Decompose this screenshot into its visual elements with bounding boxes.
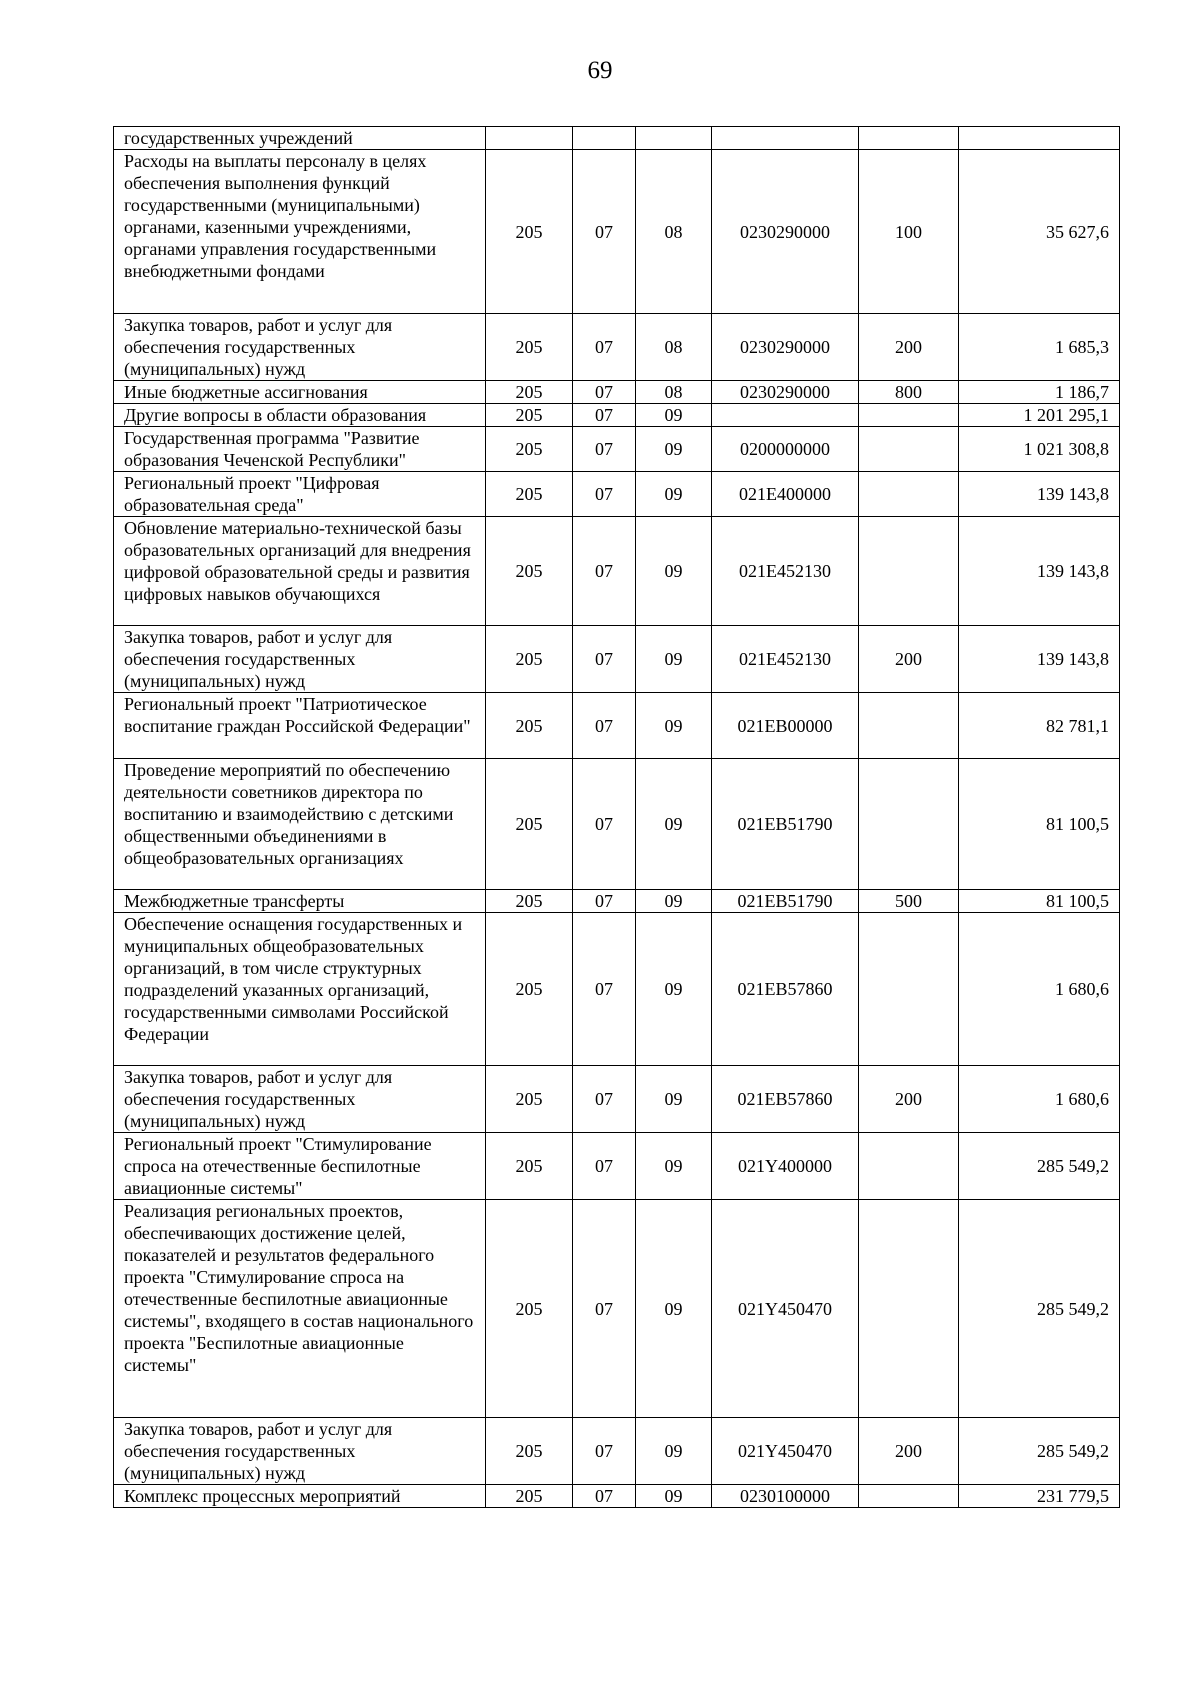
cell-name: Региональный проект "Цифровая образовательная среда"	[114, 472, 486, 517]
cell-pr: 09	[636, 517, 712, 626]
cell-amount: 139 143,8	[959, 517, 1120, 626]
table-row	[114, 890, 1120, 913]
cell-csr: 0230290000	[712, 150, 859, 314]
cell-csr: 021E452130	[712, 517, 859, 626]
cell-vr	[859, 1133, 959, 1200]
cell-vr	[859, 1485, 959, 1508]
cell-pr: 09	[636, 913, 712, 1066]
cell-rz: 07	[573, 1418, 636, 1485]
cell-ved: 205	[486, 517, 573, 626]
cell-pr: 08	[636, 381, 712, 404]
cell-name: Закупка товаров, работ и услуг для обеспечения государственных (муниципальных) нужд	[114, 1066, 486, 1133]
table-row	[114, 1200, 1120, 1418]
cell-name: Обновление материально-технической базы образовательных организаций для внедрения цифровой образовательной среды и развития цифровых навыков обучающихся	[114, 517, 486, 626]
cell-rz: 07	[573, 1485, 636, 1508]
cell-name: Закупка товаров, работ и услуг для обеспечения государственных (муниципальных) нужд	[114, 1418, 486, 1485]
cell-pr: 09	[636, 1418, 712, 1485]
cell-name: Закупка товаров, работ и услуг для обеспечения государственных (муниципальных) нужд	[114, 314, 486, 381]
cell-pr: 09	[636, 1066, 712, 1133]
cell-amount: 1 685,3	[959, 314, 1120, 381]
cell-name: Реализация региональных проектов, обеспечивающих достижение целей, показателей и результатов федерального проекта "Стимулирование спроса на отечественные беспилотные авиационные системы", входящего в состав национального проекта "Беспилотные авиационные системы"	[114, 1200, 486, 1418]
table-row	[114, 759, 1120, 890]
cell-amount: 1 680,6	[959, 913, 1120, 1066]
table-row	[114, 381, 1120, 404]
cell-vr	[859, 759, 959, 890]
cell-name: Обеспечение оснащения государственных и муниципальных общеобразовательных организаций, в том числе структурных подразделений указанных организаций, государственными символами Российской Федерации	[114, 913, 486, 1066]
table-row	[114, 427, 1120, 472]
cell-csr: 021Y450470	[712, 1418, 859, 1485]
cell-vr: 200	[859, 1418, 959, 1485]
cell-name: Закупка товаров, работ и услуг для обеспечения государственных (муниципальных) нужд	[114, 626, 486, 693]
cell-amount: 231 779,5	[959, 1485, 1120, 1508]
table-row	[114, 1418, 1120, 1485]
table-row	[114, 517, 1120, 626]
cell-amount: 139 143,8	[959, 626, 1120, 693]
cell-ved: 205	[486, 150, 573, 314]
cell-amount: 81 100,5	[959, 759, 1120, 890]
cell-csr: 0230100000	[712, 1485, 859, 1508]
cell-vr: 800	[859, 381, 959, 404]
cell-ved: 205	[486, 314, 573, 381]
cell-vr	[859, 472, 959, 517]
cell-csr: 021Y450470	[712, 1200, 859, 1418]
cell-csr: 021EB57860	[712, 1066, 859, 1133]
cell-name: Региональный проект "Стимулирование спроса на отечественные беспилотные авиационные системы"	[114, 1133, 486, 1200]
cell-name: Другие вопросы в области образования	[114, 404, 486, 427]
cell-rz: 07	[573, 314, 636, 381]
cell-ved: 205	[486, 913, 573, 1066]
cell-rz: 07	[573, 759, 636, 890]
cell-pr: 09	[636, 890, 712, 913]
cell-vr	[859, 427, 959, 472]
table-row	[114, 150, 1120, 314]
cell-rz: 07	[573, 381, 636, 404]
table-row	[114, 127, 1120, 150]
cell-csr: 0230290000	[712, 381, 859, 404]
table-row	[114, 472, 1120, 517]
cell-vr	[859, 404, 959, 427]
cell-csr: 021EB51790	[712, 890, 859, 913]
table-row	[114, 1066, 1120, 1133]
cell-csr: 021EB57860	[712, 913, 859, 1066]
cell-rz: 07	[573, 913, 636, 1066]
cell-ved: 205	[486, 759, 573, 890]
cell-csr: 021EB51790	[712, 759, 859, 890]
cell-name: Межбюджетные трансферты	[114, 890, 486, 913]
cell-ved: 205	[486, 1485, 573, 1508]
cell-amount: 1 680,6	[959, 1066, 1120, 1133]
cell-vr: 100	[859, 150, 959, 314]
cell-pr: 08	[636, 150, 712, 314]
cell-csr	[712, 404, 859, 427]
cell-amount: 1 021 308,8	[959, 427, 1120, 472]
cell-amount: 139 143,8	[959, 472, 1120, 517]
cell-amount	[959, 127, 1120, 150]
cell-pr: 09	[636, 759, 712, 890]
cell-name: государственных учреждений	[114, 127, 486, 150]
cell-rz: 07	[573, 472, 636, 517]
cell-vr	[859, 1200, 959, 1418]
cell-ved: 205	[486, 890, 573, 913]
cell-rz: 07	[573, 626, 636, 693]
cell-rz: 07	[573, 517, 636, 626]
table-row	[114, 1133, 1120, 1200]
cell-pr: 09	[636, 404, 712, 427]
table-row	[114, 314, 1120, 381]
table-row	[114, 913, 1120, 1066]
cell-vr	[859, 127, 959, 150]
cell-pr: 08	[636, 314, 712, 381]
cell-rz: 07	[573, 150, 636, 314]
cell-ved: 205	[486, 1200, 573, 1418]
table-row	[114, 626, 1120, 693]
cell-rz: 07	[573, 1066, 636, 1133]
cell-ved	[486, 127, 573, 150]
cell-ved: 205	[486, 1066, 573, 1133]
cell-ved: 205	[486, 427, 573, 472]
cell-pr: 09	[636, 693, 712, 759]
cell-pr: 09	[636, 626, 712, 693]
cell-amount: 81 100,5	[959, 890, 1120, 913]
page-number: 69	[587, 57, 613, 84]
cell-vr	[859, 517, 959, 626]
cell-csr: 0230290000	[712, 314, 859, 381]
cell-pr: 09	[636, 1485, 712, 1508]
cell-rz: 07	[573, 693, 636, 759]
cell-rz	[573, 127, 636, 150]
cell-vr	[859, 913, 959, 1066]
cell-ved: 205	[486, 1133, 573, 1200]
cell-csr: 021EB00000	[712, 693, 859, 759]
table-row	[114, 404, 1120, 427]
cell-ved: 205	[486, 693, 573, 759]
cell-name: Государственная программа "Развитие образования Чеченской Республики"	[114, 427, 486, 472]
table-row	[114, 693, 1120, 759]
cell-ved: 205	[486, 1418, 573, 1485]
cell-vr: 200	[859, 314, 959, 381]
table-body	[114, 127, 1120, 1508]
cell-vr: 500	[859, 890, 959, 913]
cell-csr: 021E452130	[712, 626, 859, 693]
cell-rz: 07	[573, 427, 636, 472]
cell-csr	[712, 127, 859, 150]
cell-ved: 205	[486, 404, 573, 427]
cell-csr: 0200000000	[712, 427, 859, 472]
cell-ved: 205	[486, 626, 573, 693]
cell-pr: 09	[636, 1200, 712, 1418]
cell-name: Региональный проект "Патриотическое воспитание граждан Российской Федерации"	[114, 693, 486, 759]
cell-name: Комплекс процессных мероприятий	[114, 1485, 486, 1508]
budget-table	[113, 126, 1120, 1508]
cell-amount: 1 186,7	[959, 381, 1120, 404]
cell-rz: 07	[573, 890, 636, 913]
cell-amount: 285 549,2	[959, 1418, 1120, 1485]
cell-rz: 07	[573, 1200, 636, 1418]
cell-rz: 07	[573, 1133, 636, 1200]
cell-vr: 200	[859, 1066, 959, 1133]
cell-name: Иные бюджетные ассигнования	[114, 381, 486, 404]
cell-pr: 09	[636, 427, 712, 472]
cell-name: Проведение мероприятий по обеспечению деятельности советников директора по воспитанию и взаимодействию с детскими общественными объединениями в общеобразовательных организациях	[114, 759, 486, 890]
cell-amount: 82 781,1	[959, 693, 1120, 759]
cell-csr: 021E400000	[712, 472, 859, 517]
cell-pr: 09	[636, 1133, 712, 1200]
cell-amount: 35 627,6	[959, 150, 1120, 314]
cell-amount: 285 549,2	[959, 1200, 1120, 1418]
cell-name: Расходы на выплаты персоналу в целях обеспечения выполнения функций государственными (муниципальными) органами, казенными учреждениями, органами управления государственными внебюджетными фондами	[114, 150, 486, 314]
cell-amount: 1 201 295,1	[959, 404, 1120, 427]
cell-pr	[636, 127, 712, 150]
cell-csr: 021Y400000	[712, 1133, 859, 1200]
cell-ved: 205	[486, 381, 573, 404]
cell-vr	[859, 693, 959, 759]
table-row	[114, 1485, 1120, 1508]
cell-vr: 200	[859, 626, 959, 693]
cell-ved: 205	[486, 472, 573, 517]
cell-pr: 09	[636, 472, 712, 517]
cell-amount: 285 549,2	[959, 1133, 1120, 1200]
cell-rz: 07	[573, 404, 636, 427]
